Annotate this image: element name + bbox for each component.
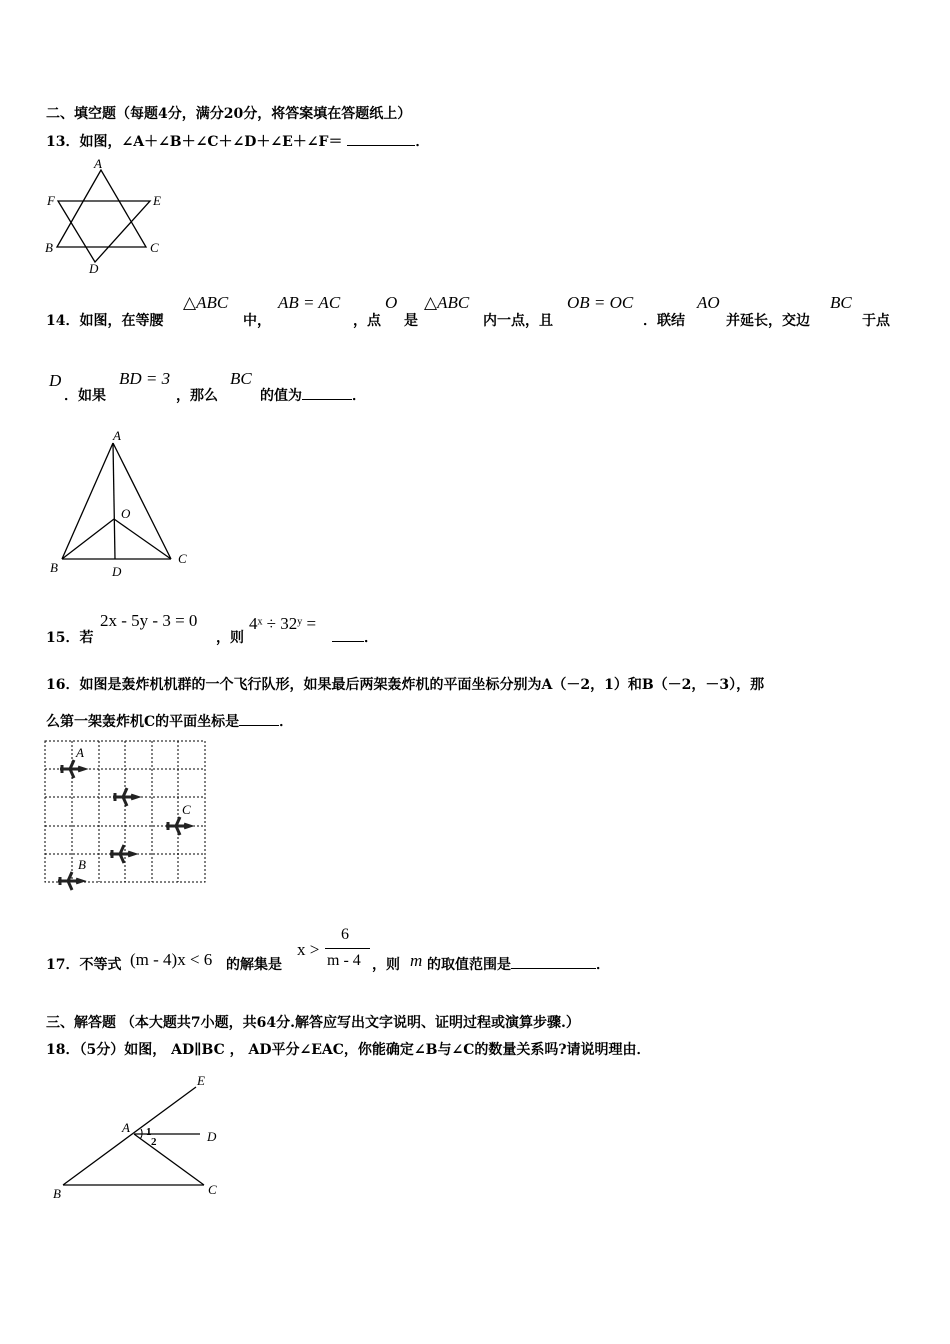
label-b: B [50, 560, 58, 575]
question-number: 17． [46, 957, 80, 973]
text-seg: 中， [243, 313, 271, 329]
question-number: 18． [46, 1042, 80, 1058]
label-e: E [197, 1073, 205, 1088]
angle-2-arc [140, 1134, 142, 1139]
question-end: ． [415, 134, 430, 150]
fraction-numerator: 6 [341, 926, 349, 943]
label-d: D [89, 261, 99, 276]
label-c: C [178, 551, 187, 566]
math-triangle-abc: △ABC [183, 293, 229, 312]
text-seg: ．联结 [643, 313, 685, 329]
label-a: A [113, 428, 121, 443]
math-x-gt: x > [297, 940, 320, 959]
label-b: B [53, 1186, 61, 1201]
text-seg: 若 [79, 630, 94, 646]
label-1: 1 [146, 1126, 152, 1138]
question-text: （5分）如图， AD∥BC ， AD平分∠EAC，你能确定∠B与∠C的数量关系吗?请说明理由． [79, 1042, 651, 1058]
text-seg: ，那么 [176, 388, 218, 404]
question-number: 14． [46, 313, 80, 329]
label-c: C [208, 1182, 217, 1197]
text-seg: ．如果 [64, 388, 106, 404]
text-seg: 的值为 [260, 388, 302, 404]
segment-ac [134, 1134, 204, 1185]
text-seg: 不等式 [79, 957, 122, 973]
question-text: 如图，∠A＋∠B＋∠C＋∠D＋∠E＋∠F＝ [79, 134, 343, 150]
ray-ae [63, 1087, 196, 1185]
section-2-heading: 二、填空题（每题4分，满分20分，将答案填在答题纸上） [46, 106, 412, 122]
label-d: D [112, 564, 122, 579]
math-bc: BC [830, 293, 852, 312]
label-a: A [94, 156, 102, 171]
label-b: B [78, 857, 86, 872]
math-equation: 2x - 5y - 3 = 0 [100, 611, 198, 630]
text-seg: ，则 [216, 630, 244, 646]
question-number: 13． [46, 134, 80, 150]
question-number: 16． [46, 677, 80, 693]
label-a: A [122, 1120, 130, 1135]
text-seg: 是 [404, 313, 418, 329]
question-end: ． [352, 388, 366, 404]
math-ab-eq-ac: AB = AC [278, 293, 341, 312]
math-triangle-abc-2: △ABC [424, 293, 470, 312]
question-end: ． [596, 957, 610, 973]
math-bc-2: BC [230, 369, 252, 388]
label-b: B [45, 240, 53, 255]
text-seg: 如图是轰炸机机群的一个飞行队形，如果最后两架轰炸机的平面坐标分别为A（－2，1）和B（－2，－3），那 [79, 677, 765, 693]
math-expression: 4ˣ ÷ 32ʸ = [249, 614, 317, 633]
math-bd-eq-3: BD = 3 [119, 369, 171, 388]
math-ob-eq-oc: OB = OC [567, 293, 634, 312]
section-3-heading: 三、解答题 （本大题共7小题，共64分.解答应写出文字说明、证明过程或演算步骤.） [46, 1015, 580, 1031]
math-inequality: (m - 4)x < 6 [130, 950, 213, 969]
angle-1-arc [141, 1129, 142, 1134]
label-e: E [153, 193, 161, 208]
text-seg: 并延长，交边 [726, 313, 810, 329]
label-2: 2 [151, 1136, 157, 1148]
question-end: ． [364, 630, 378, 646]
text-seg: 如图，在等腰 [79, 313, 164, 329]
label-a: A [76, 745, 84, 760]
question-end: ． [279, 714, 294, 730]
math-ao: AO [697, 293, 720, 312]
label-d: D [207, 1129, 217, 1144]
label-f: F [47, 193, 55, 208]
label-c: C [182, 802, 191, 817]
math-d: D [49, 371, 62, 390]
text-seg: 于点 [862, 313, 890, 329]
label-o: O [121, 506, 131, 521]
text-seg: ，点 [353, 313, 381, 329]
question-number: 15． [46, 630, 80, 646]
label-c: C [150, 240, 159, 255]
text-seg: ，则 [372, 957, 400, 973]
text-seg: 内一点，且 [483, 313, 553, 329]
fraction-denominator: m - 4 [327, 952, 361, 969]
text-seg: 么第一架轰炸机C的平面坐标是 [46, 714, 240, 730]
text-seg: 的解集是 [226, 957, 282, 973]
math-o: O [385, 293, 398, 312]
text-seg: 的取值范围是 [427, 957, 511, 973]
math-m: m [410, 951, 423, 970]
